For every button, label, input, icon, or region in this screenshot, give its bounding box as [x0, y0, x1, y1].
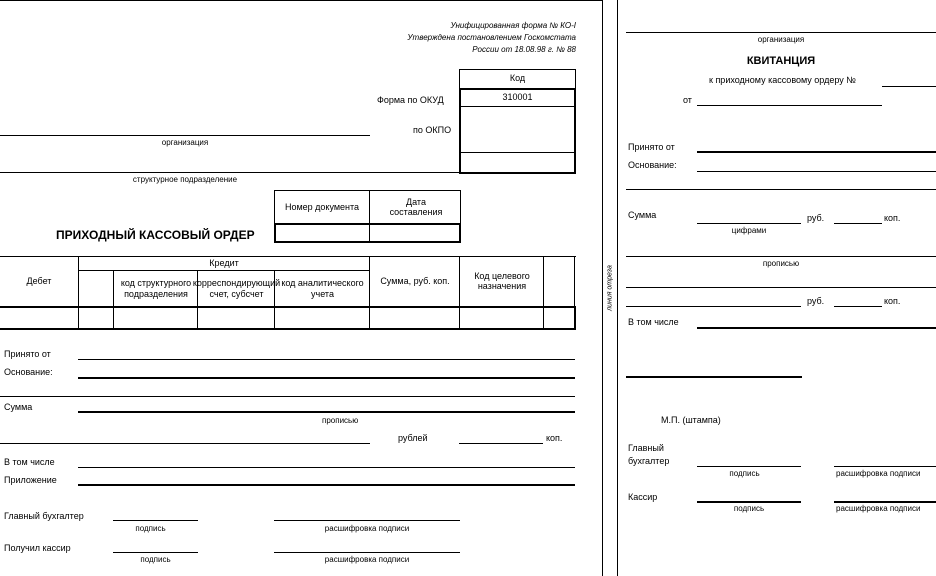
subdivision-caption: структурное подразделение: [132, 175, 238, 184]
org-line[interactable]: [0, 135, 370, 136]
cashier-signature-caption: подпись: [140, 555, 171, 564]
chief-signature-caption: подпись: [135, 524, 166, 533]
receipt-kop-label: коп.: [884, 213, 901, 223]
top-border: [0, 0, 602, 1]
cashier-decoding-caption: расшифровка подписи: [324, 555, 410, 564]
codes-header: Код: [509, 73, 526, 83]
basis-label: Основание:: [4, 367, 53, 377]
chief-signature-line[interactable]: [113, 520, 198, 521]
debit-header: Дебет: [26, 275, 52, 286]
kop-line[interactable]: [459, 443, 543, 444]
in-words-caption: прописью: [322, 416, 359, 425]
receipt-accepted-line[interactable]: [697, 151, 936, 153]
receipt-words-line-2[interactable]: [626, 287, 936, 288]
receipt-words-line-1[interactable]: [626, 256, 936, 257]
receipt-including-label: В том числе: [628, 317, 679, 327]
subdivision-line[interactable]: [0, 172, 576, 173]
receipt-basis-label: Основание:: [628, 160, 677, 170]
including-line[interactable]: [78, 467, 575, 468]
stamp-label: М.П. (штампа): [661, 415, 721, 425]
form-header-line2: Утверждена постановлением Госкомстата: [407, 33, 576, 42]
okud-label: Форма по ОКУД: [377, 95, 444, 105]
receipt-rub-label-2: руб.: [807, 296, 825, 306]
form-header-line3: России от 18.08.98 г. № 88: [472, 45, 576, 54]
from-label: от: [683, 95, 692, 105]
received-cashier-label: Получил кассир: [4, 543, 71, 553]
col-purpose: Код целевого назначения: [474, 270, 530, 291]
receipt-cashier-signature-caption: подпись: [733, 504, 765, 513]
receipt-in-words-caption: прописью: [762, 259, 800, 268]
receipt-chief-label-1: Главный: [628, 443, 664, 453]
receipt-cashier-label: Кассир: [628, 492, 658, 502]
receipt-sum-label: Сумма: [628, 210, 657, 220]
receipt-cashier-decoding-line[interactable]: [834, 501, 936, 503]
sum-line[interactable]: [78, 411, 575, 413]
credit-header: Кредит: [209, 258, 239, 269]
receipt-basis-line-2[interactable]: [626, 189, 936, 190]
receipt-including-line-2[interactable]: [626, 376, 802, 378]
from-line[interactable]: [697, 105, 882, 106]
receipt-including-line[interactable]: [697, 327, 936, 329]
attachment-label: Приложение: [4, 475, 57, 485]
attachment-line[interactable]: [78, 484, 575, 486]
receipt-org-line[interactable]: [626, 32, 936, 33]
receipt-sum-figures-line[interactable]: [697, 223, 801, 224]
doc-number-header: Номер документа: [284, 201, 360, 212]
sum-label: Сумма: [4, 402, 33, 412]
rubles-label: рублей: [398, 433, 428, 443]
org-caption: организация: [161, 138, 209, 147]
accepted-from-label: Принято от: [4, 349, 51, 359]
chief-decoding-caption: расшифровка подписи: [324, 524, 410, 533]
receipt-chief-signature-caption: подпись: [729, 469, 760, 478]
accepted-from-line[interactable]: [78, 359, 575, 360]
basis-line-2[interactable]: [0, 396, 575, 397]
receipt-kop-line[interactable]: [834, 223, 882, 224]
including-label: В том числе: [4, 457, 55, 467]
receipt-chief-decoding-caption: расшифровка подписи: [836, 469, 921, 478]
cashier-signature-line[interactable]: [113, 552, 198, 553]
chief-accountant-label: Главный бухгалтер: [4, 511, 84, 521]
doc-values-box[interactable]: [274, 223, 461, 243]
col-subdivision: код структурного подразделения: [120, 278, 192, 299]
cashier-decoding-line[interactable]: [274, 552, 460, 553]
receipt-kop-line-2[interactable]: [834, 306, 882, 307]
doc-date-header: Дата составления: [389, 196, 443, 217]
receipt-org-caption: организация: [757, 35, 805, 44]
receipt-chief-label-2: бухгалтер: [628, 456, 670, 466]
order-number-line[interactable]: [882, 86, 936, 87]
receipt-rub-label: руб.: [807, 213, 825, 223]
col-analytic: код аналитического учета: [281, 278, 364, 299]
form-header-line1: Унифицированная форма № КО-I: [450, 21, 576, 30]
okpo-label: по ОКПО: [413, 125, 452, 135]
col-sum: Сумма, руб. коп.: [380, 275, 450, 286]
chief-decoding-line[interactable]: [274, 520, 460, 521]
kop-label: коп.: [546, 433, 563, 443]
cut-line-label: линия отреза: [606, 265, 614, 311]
basis-line[interactable]: [78, 377, 575, 379]
col-account: корреспондирующий счет, субсчет: [192, 278, 281, 299]
receipt-cashier-signature-line[interactable]: [697, 501, 801, 503]
receipt-kop-label-2: коп.: [884, 296, 901, 306]
receipt-accepted-label: Принято от: [628, 142, 675, 152]
in-figures-caption: цифрами: [731, 226, 767, 235]
order-title: ПРИХОДНЫЙ КАССОВЫЙ ОРДЕР: [56, 228, 255, 242]
receipt-words-line-3[interactable]: [626, 306, 801, 307]
sum-words-line[interactable]: [0, 443, 370, 444]
receipt-cashier-decoding-caption: расшифровка подписи: [836, 504, 921, 513]
okud-value[interactable]: 310001: [502, 92, 533, 102]
receipt-chief-decoding-line[interactable]: [834, 466, 936, 467]
cut-line-right: [617, 0, 618, 576]
cut-line-left: [602, 0, 603, 576]
receipt-title: КВИТАНЦИЯ: [746, 55, 816, 67]
receipt-basis-line[interactable]: [697, 171, 936, 172]
receipt-chief-signature-line[interactable]: [697, 466, 801, 467]
to-order-label: к приходному кассовому ордеру №: [709, 75, 856, 85]
